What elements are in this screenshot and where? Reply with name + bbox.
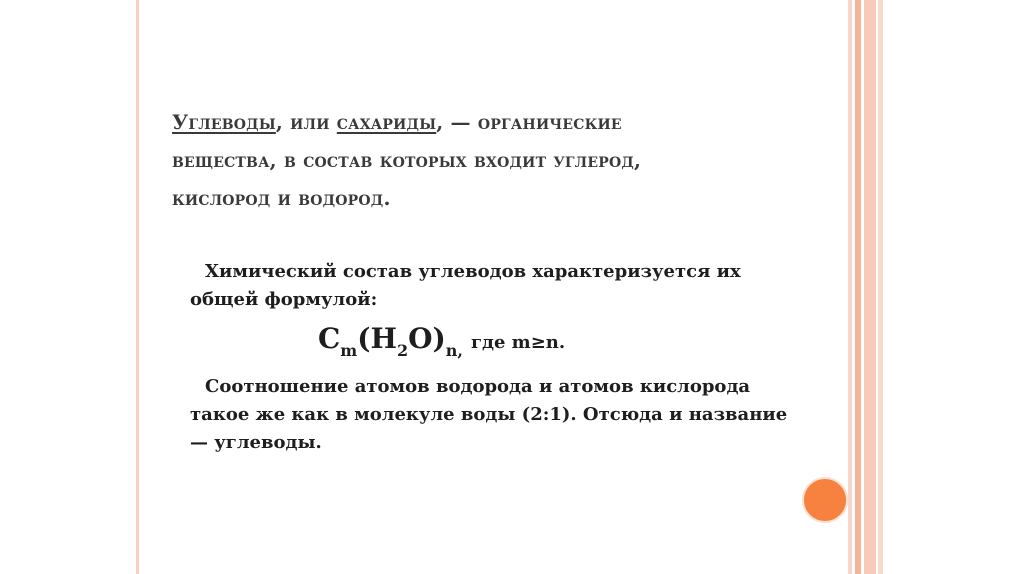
paragraph2-line-2: такое же как в молекуле воды (2:1). Отсюда и название — [190, 404, 788, 425]
slide-heading — [172, 103, 812, 217]
right-border-line-3 — [864, 0, 876, 574]
left-border-line — [136, 0, 139, 574]
formula-sub-2: 2 — [396, 341, 409, 360]
heading-separator: , или — [275, 110, 337, 134]
term-carbohydrates: Углеводы — [172, 110, 276, 134]
formula-comma: , — [457, 341, 463, 360]
orange-circle-decoration — [802, 477, 848, 523]
heading-line-3: кислород и водород. — [172, 186, 391, 210]
term-saccharides: сахариды — [336, 110, 437, 134]
heading-line-1 — [172, 103, 812, 141]
paragraph2-line-1: Соотношение атомов водорода и атомов кислорода — [205, 376, 751, 397]
formula-sub-n: n — [445, 341, 458, 360]
paragraph1-line-1: Химический состав углеводов характеризуется их — [205, 261, 741, 282]
heading-line-2: вещества, в состав которых входит углерод, — [172, 148, 642, 172]
formula-c: C — [318, 322, 341, 355]
paragraph2-line-3: — углеводы. — [190, 432, 322, 453]
general-formula — [318, 322, 565, 360]
heading-rest: , — органические — [436, 110, 622, 134]
paragraph-ratio — [190, 373, 850, 457]
right-border-line-4 — [878, 0, 883, 574]
formula-close: O) — [408, 322, 446, 355]
formula-sub-m: m — [340, 341, 358, 360]
paragraph-composition — [190, 258, 850, 314]
formula-condition: где m≥n. — [470, 332, 566, 353]
paragraph1-line-2: общей формулой: — [190, 289, 378, 310]
right-border-line-2 — [855, 0, 861, 574]
formula-open: (H — [357, 322, 397, 355]
